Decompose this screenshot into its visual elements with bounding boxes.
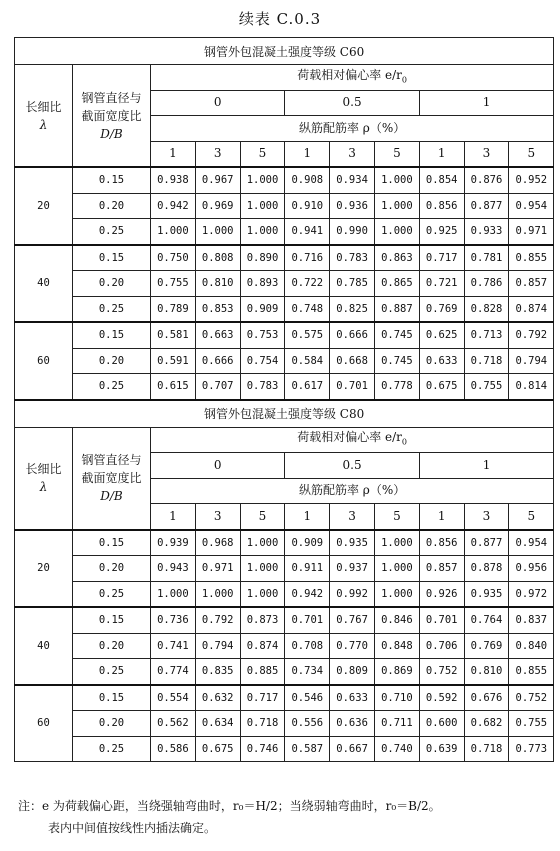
table-row (15, 296, 554, 322)
value-cell: 0.713 (464, 322, 509, 348)
db-cell: 0.25 (73, 736, 151, 762)
rho-value: 5 (374, 141, 419, 167)
value-cell: 0.632 (195, 685, 240, 711)
value-cell: 0.617 (285, 374, 330, 400)
header-row (15, 427, 554, 453)
value-cell: 1.000 (374, 530, 419, 556)
value-cell: 0.750 (151, 245, 196, 271)
value-cell: 0.789 (151, 296, 196, 322)
value-cell: 0.971 (195, 556, 240, 582)
value-cell: 0.952 (509, 167, 554, 193)
value-cell: 0.666 (195, 348, 240, 374)
ratio-symbol: D/B (100, 489, 123, 503)
db-cell: 0.20 (73, 271, 151, 297)
value-cell: 0.783 (240, 374, 285, 400)
value-cell: 0.877 (464, 193, 509, 219)
ecc-value: 0.5 (285, 453, 419, 479)
rho-value: 5 (374, 504, 419, 530)
table-row (15, 193, 554, 219)
value-cell: 0.676 (464, 685, 509, 711)
value-cell: 0.967 (195, 167, 240, 193)
db-cell: 0.25 (73, 581, 151, 607)
ratio-label-2: 截面宽度比 (81, 108, 142, 123)
value-cell: 0.911 (285, 556, 330, 582)
rho-value: 5 (240, 504, 285, 530)
value-cell: 0.717 (240, 685, 285, 711)
rho-value: 3 (330, 141, 375, 167)
value-cell: 0.933 (464, 219, 509, 245)
value-cell: 0.752 (419, 659, 464, 685)
ratio-label-1: 钢管直径与 (81, 90, 142, 105)
value-cell: 0.934 (330, 167, 375, 193)
value-cell: 0.909 (240, 296, 285, 322)
db-cell: 0.25 (73, 219, 151, 245)
value-cell: 0.840 (509, 633, 554, 659)
rho-value: 5 (509, 504, 554, 530)
value-cell: 0.600 (419, 711, 464, 737)
table-row (15, 530, 554, 556)
value-cell: 0.855 (509, 659, 554, 685)
value-cell: 0.835 (195, 659, 240, 685)
value-cell: 0.592 (419, 685, 464, 711)
rho-value: 3 (195, 504, 240, 530)
db-cell: 0.15 (73, 167, 151, 193)
value-cell: 0.675 (419, 374, 464, 400)
slenderness-header (15, 427, 73, 530)
value-cell: 0.708 (285, 633, 330, 659)
value-cell: 1.000 (374, 556, 419, 582)
rho-value: 1 (151, 504, 196, 530)
value-cell: 1.000 (240, 193, 285, 219)
value-cell: 0.736 (151, 607, 196, 633)
rho-value: 5 (240, 141, 285, 167)
value-cell: 0.942 (151, 193, 196, 219)
value-cell: 0.781 (464, 245, 509, 271)
value-cell: 0.634 (195, 711, 240, 737)
value-cell: 0.810 (195, 271, 240, 297)
value-cell: 0.746 (240, 736, 285, 762)
eccentricity-label: 荷载相对偏心率 e/r (297, 430, 402, 445)
db-cell: 0.20 (73, 556, 151, 582)
value-cell: 0.748 (285, 296, 330, 322)
ecc-value: 0.5 (285, 90, 419, 116)
value-cell: 0.956 (509, 556, 554, 582)
value-cell: 0.769 (464, 633, 509, 659)
value-cell: 0.636 (330, 711, 375, 737)
value-cell: 0.591 (151, 348, 196, 374)
value-cell: 1.000 (374, 193, 419, 219)
value-cell: 0.863 (374, 245, 419, 271)
value-cell: 0.926 (419, 581, 464, 607)
rho-value: 1 (285, 504, 330, 530)
value-cell: 0.575 (285, 322, 330, 348)
db-cell: 0.20 (73, 348, 151, 374)
value-cell: 0.885 (240, 659, 285, 685)
reinforcement-header: 纵筋配筋率 ρ（%） (151, 116, 554, 142)
value-cell: 0.887 (374, 296, 419, 322)
db-cell: 0.15 (73, 685, 151, 711)
value-cell: 0.972 (509, 581, 554, 607)
value-cell: 0.969 (195, 193, 240, 219)
value-cell: 0.667 (330, 736, 375, 762)
value-cell: 0.938 (151, 167, 196, 193)
value-cell: 0.971 (509, 219, 554, 245)
value-cell: 0.828 (464, 296, 509, 322)
ratio-symbol: D/B (100, 126, 123, 141)
value-cell: 1.000 (374, 167, 419, 193)
value-cell: 0.774 (151, 659, 196, 685)
value-cell: 0.615 (151, 374, 196, 400)
slenderness-label: 长细比 (25, 99, 62, 114)
lambda-cell: 40 (15, 245, 73, 323)
db-cell: 0.20 (73, 711, 151, 737)
value-cell: 0.764 (464, 607, 509, 633)
value-cell: 0.722 (285, 271, 330, 297)
value-cell: 0.767 (330, 607, 375, 633)
table-row (15, 659, 554, 685)
value-cell: 0.716 (285, 245, 330, 271)
value-cell: 0.633 (330, 685, 375, 711)
rho-value: 3 (464, 141, 509, 167)
value-cell: 0.954 (509, 193, 554, 219)
value-cell: 0.865 (374, 271, 419, 297)
ratio-header (73, 65, 151, 168)
section-title: 钢管外包混凝土强度等级 C60 (15, 38, 554, 65)
value-cell: 0.878 (464, 556, 509, 582)
value-cell: 0.785 (330, 271, 375, 297)
lambda-cell: 60 (15, 685, 73, 762)
note-line-1: 注：e 为荷载偏心距，当绕强轴弯曲时，r₀＝H/2；当绕弱轴弯曲时，r₀＝B/2。 (18, 799, 441, 813)
value-cell: 0.633 (419, 348, 464, 374)
value-cell: 0.701 (285, 607, 330, 633)
value-cell: 0.855 (509, 245, 554, 271)
value-cell: 1.000 (240, 167, 285, 193)
lambda-cell: 20 (15, 167, 73, 245)
value-cell: 0.778 (374, 374, 419, 400)
value-cell: 0.990 (330, 219, 375, 245)
lambda-cell: 20 (15, 530, 73, 608)
table-row (15, 322, 554, 348)
value-cell: 0.968 (195, 530, 240, 556)
value-cell: 0.837 (509, 607, 554, 633)
slenderness-label: 长细比 (25, 462, 62, 476)
section-title-row (15, 38, 554, 65)
value-cell: 0.718 (464, 348, 509, 374)
table-row (15, 736, 554, 762)
table-row (15, 348, 554, 374)
note-line-2: 表内中间值按线性内插法确定。 (48, 821, 217, 835)
db-cell: 0.15 (73, 322, 151, 348)
table-row (15, 245, 554, 271)
value-cell: 0.710 (374, 685, 419, 711)
value-cell: 0.786 (464, 271, 509, 297)
value-cell: 0.745 (374, 322, 419, 348)
value-cell: 0.711 (374, 711, 419, 737)
value-cell: 0.825 (330, 296, 375, 322)
value-cell: 0.668 (330, 348, 375, 374)
lambda-cell: 40 (15, 607, 73, 685)
value-cell: 0.954 (509, 530, 554, 556)
value-cell: 0.935 (330, 530, 375, 556)
value-cell: 0.876 (464, 167, 509, 193)
value-cell: 0.562 (151, 711, 196, 737)
value-cell: 1.000 (374, 581, 419, 607)
value-cell: 0.701 (419, 607, 464, 633)
value-cell: 0.792 (509, 322, 554, 348)
rho-value: 3 (195, 141, 240, 167)
value-cell: 0.755 (464, 374, 509, 400)
eccentricity-header (151, 65, 554, 91)
value-cell: 0.770 (330, 633, 375, 659)
value-cell: 1.000 (240, 581, 285, 607)
value-cell: 0.941 (285, 219, 330, 245)
value-cell: 1.000 (240, 219, 285, 245)
value-cell: 0.581 (151, 322, 196, 348)
value-cell: 0.740 (374, 736, 419, 762)
value-cell: 0.890 (240, 245, 285, 271)
value-cell: 0.874 (240, 633, 285, 659)
eccentricity-subscript: 0 (401, 74, 408, 84)
value-cell: 0.773 (509, 736, 554, 762)
value-cell: 1.000 (151, 219, 196, 245)
value-cell: 0.809 (330, 659, 375, 685)
slenderness-symbol: λ (39, 480, 48, 494)
value-cell: 0.556 (285, 711, 330, 737)
value-cell: 0.792 (195, 607, 240, 633)
ratio-label-1: 钢管直径与 (81, 453, 142, 467)
value-cell: 0.814 (509, 374, 554, 400)
db-cell: 0.20 (73, 633, 151, 659)
value-cell: 0.925 (419, 219, 464, 245)
value-cell: 0.546 (285, 685, 330, 711)
table-row (15, 374, 554, 400)
value-cell: 0.873 (240, 607, 285, 633)
value-cell: 0.853 (195, 296, 240, 322)
db-cell: 0.25 (73, 374, 151, 400)
rho-value: 1 (285, 141, 330, 167)
value-cell: 0.854 (419, 167, 464, 193)
value-cell: 0.935 (464, 581, 509, 607)
slenderness-header (15, 65, 73, 168)
value-cell: 0.734 (285, 659, 330, 685)
db-cell: 0.20 (73, 193, 151, 219)
value-cell: 1.000 (195, 219, 240, 245)
value-cell: 0.753 (240, 322, 285, 348)
value-cell: 0.794 (195, 633, 240, 659)
value-cell: 0.936 (330, 193, 375, 219)
value-cell: 0.745 (374, 348, 419, 374)
value-cell: 0.586 (151, 736, 196, 762)
value-cell: 0.857 (419, 556, 464, 582)
value-cell: 0.908 (285, 167, 330, 193)
value-cell: 0.992 (330, 581, 375, 607)
table-row (15, 711, 554, 737)
value-cell: 0.587 (285, 736, 330, 762)
section-title-row (15, 400, 554, 428)
value-cell: 0.874 (509, 296, 554, 322)
lambda-cell: 60 (15, 322, 73, 400)
table-row (15, 581, 554, 607)
table-row (15, 219, 554, 245)
value-cell: 0.769 (419, 296, 464, 322)
value-cell: 0.701 (330, 374, 375, 400)
db-cell: 0.15 (73, 530, 151, 556)
value-cell: 0.706 (419, 633, 464, 659)
table-row (15, 607, 554, 633)
value-cell: 0.755 (151, 271, 196, 297)
value-cell: 1.000 (374, 219, 419, 245)
value-cell: 0.909 (285, 530, 330, 556)
value-cell: 0.942 (285, 581, 330, 607)
section-title: 钢管外包混凝土强度等级 C80 (15, 400, 554, 428)
ratio-label-2: 截面宽度比 (81, 471, 142, 485)
value-cell: 0.675 (195, 736, 240, 762)
value-cell: 0.639 (419, 736, 464, 762)
ecc-value: 0 (151, 453, 285, 479)
value-cell: 1.000 (240, 556, 285, 582)
db-cell: 0.15 (73, 607, 151, 633)
eccentricity-subscript: 0 (401, 437, 408, 447)
value-cell: 0.856 (419, 193, 464, 219)
table-row (15, 271, 554, 297)
value-cell: 1.000 (195, 581, 240, 607)
value-cell: 0.718 (240, 711, 285, 737)
header-row (15, 65, 554, 91)
value-cell: 0.752 (509, 685, 554, 711)
db-cell: 0.15 (73, 245, 151, 271)
value-cell: 0.910 (285, 193, 330, 219)
rho-value: 1 (419, 141, 464, 167)
value-cell: 0.877 (464, 530, 509, 556)
value-cell: 0.939 (151, 530, 196, 556)
value-cell: 0.937 (330, 556, 375, 582)
value-cell: 0.808 (195, 245, 240, 271)
table-row (15, 167, 554, 193)
value-cell: 0.721 (419, 271, 464, 297)
value-cell: 0.707 (195, 374, 240, 400)
value-cell: 0.554 (151, 685, 196, 711)
value-cell: 0.741 (151, 633, 196, 659)
value-cell: 0.682 (464, 711, 509, 737)
value-cell: 1.000 (240, 530, 285, 556)
rho-value: 3 (330, 504, 375, 530)
value-cell: 0.584 (285, 348, 330, 374)
value-cell: 0.718 (464, 736, 509, 762)
value-cell: 0.893 (240, 271, 285, 297)
db-cell: 0.25 (73, 296, 151, 322)
ratio-header (73, 427, 151, 530)
eccentricity-header (151, 427, 554, 453)
reinforcement-header: 纵筋配筋率 ρ（%） (151, 478, 554, 504)
value-cell: 0.625 (419, 322, 464, 348)
table-row (15, 685, 554, 711)
slenderness-symbol: λ (39, 117, 48, 132)
value-cell: 0.856 (419, 530, 464, 556)
table-title: 续表 C.0.3 (238, 10, 322, 28)
value-cell: 0.943 (151, 556, 196, 582)
ecc-value: 0 (151, 90, 285, 116)
db-cell: 0.25 (73, 659, 151, 685)
ecc-value: 1 (419, 453, 553, 479)
eccentricity-label: 荷载相对偏心率 e/r (297, 67, 402, 82)
value-cell: 0.848 (374, 633, 419, 659)
value-cell: 0.666 (330, 322, 375, 348)
table-row (15, 556, 554, 582)
table-row (15, 633, 554, 659)
value-cell: 0.869 (374, 659, 419, 685)
ecc-value: 1 (419, 90, 553, 116)
value-cell: 0.794 (509, 348, 554, 374)
table-note (18, 795, 558, 839)
value-cell: 0.717 (419, 245, 464, 271)
value-cell: 0.846 (374, 607, 419, 633)
value-cell: 0.755 (509, 711, 554, 737)
value-cell: 0.810 (464, 659, 509, 685)
coefficient-table (14, 37, 554, 762)
value-cell: 0.857 (509, 271, 554, 297)
rho-value: 3 (464, 504, 509, 530)
rho-value: 1 (151, 141, 196, 167)
value-cell: 0.754 (240, 348, 285, 374)
value-cell: 1.000 (151, 581, 196, 607)
value-cell: 0.663 (195, 322, 240, 348)
value-cell: 0.783 (330, 245, 375, 271)
rho-value: 1 (419, 504, 464, 530)
rho-value: 5 (509, 141, 554, 167)
